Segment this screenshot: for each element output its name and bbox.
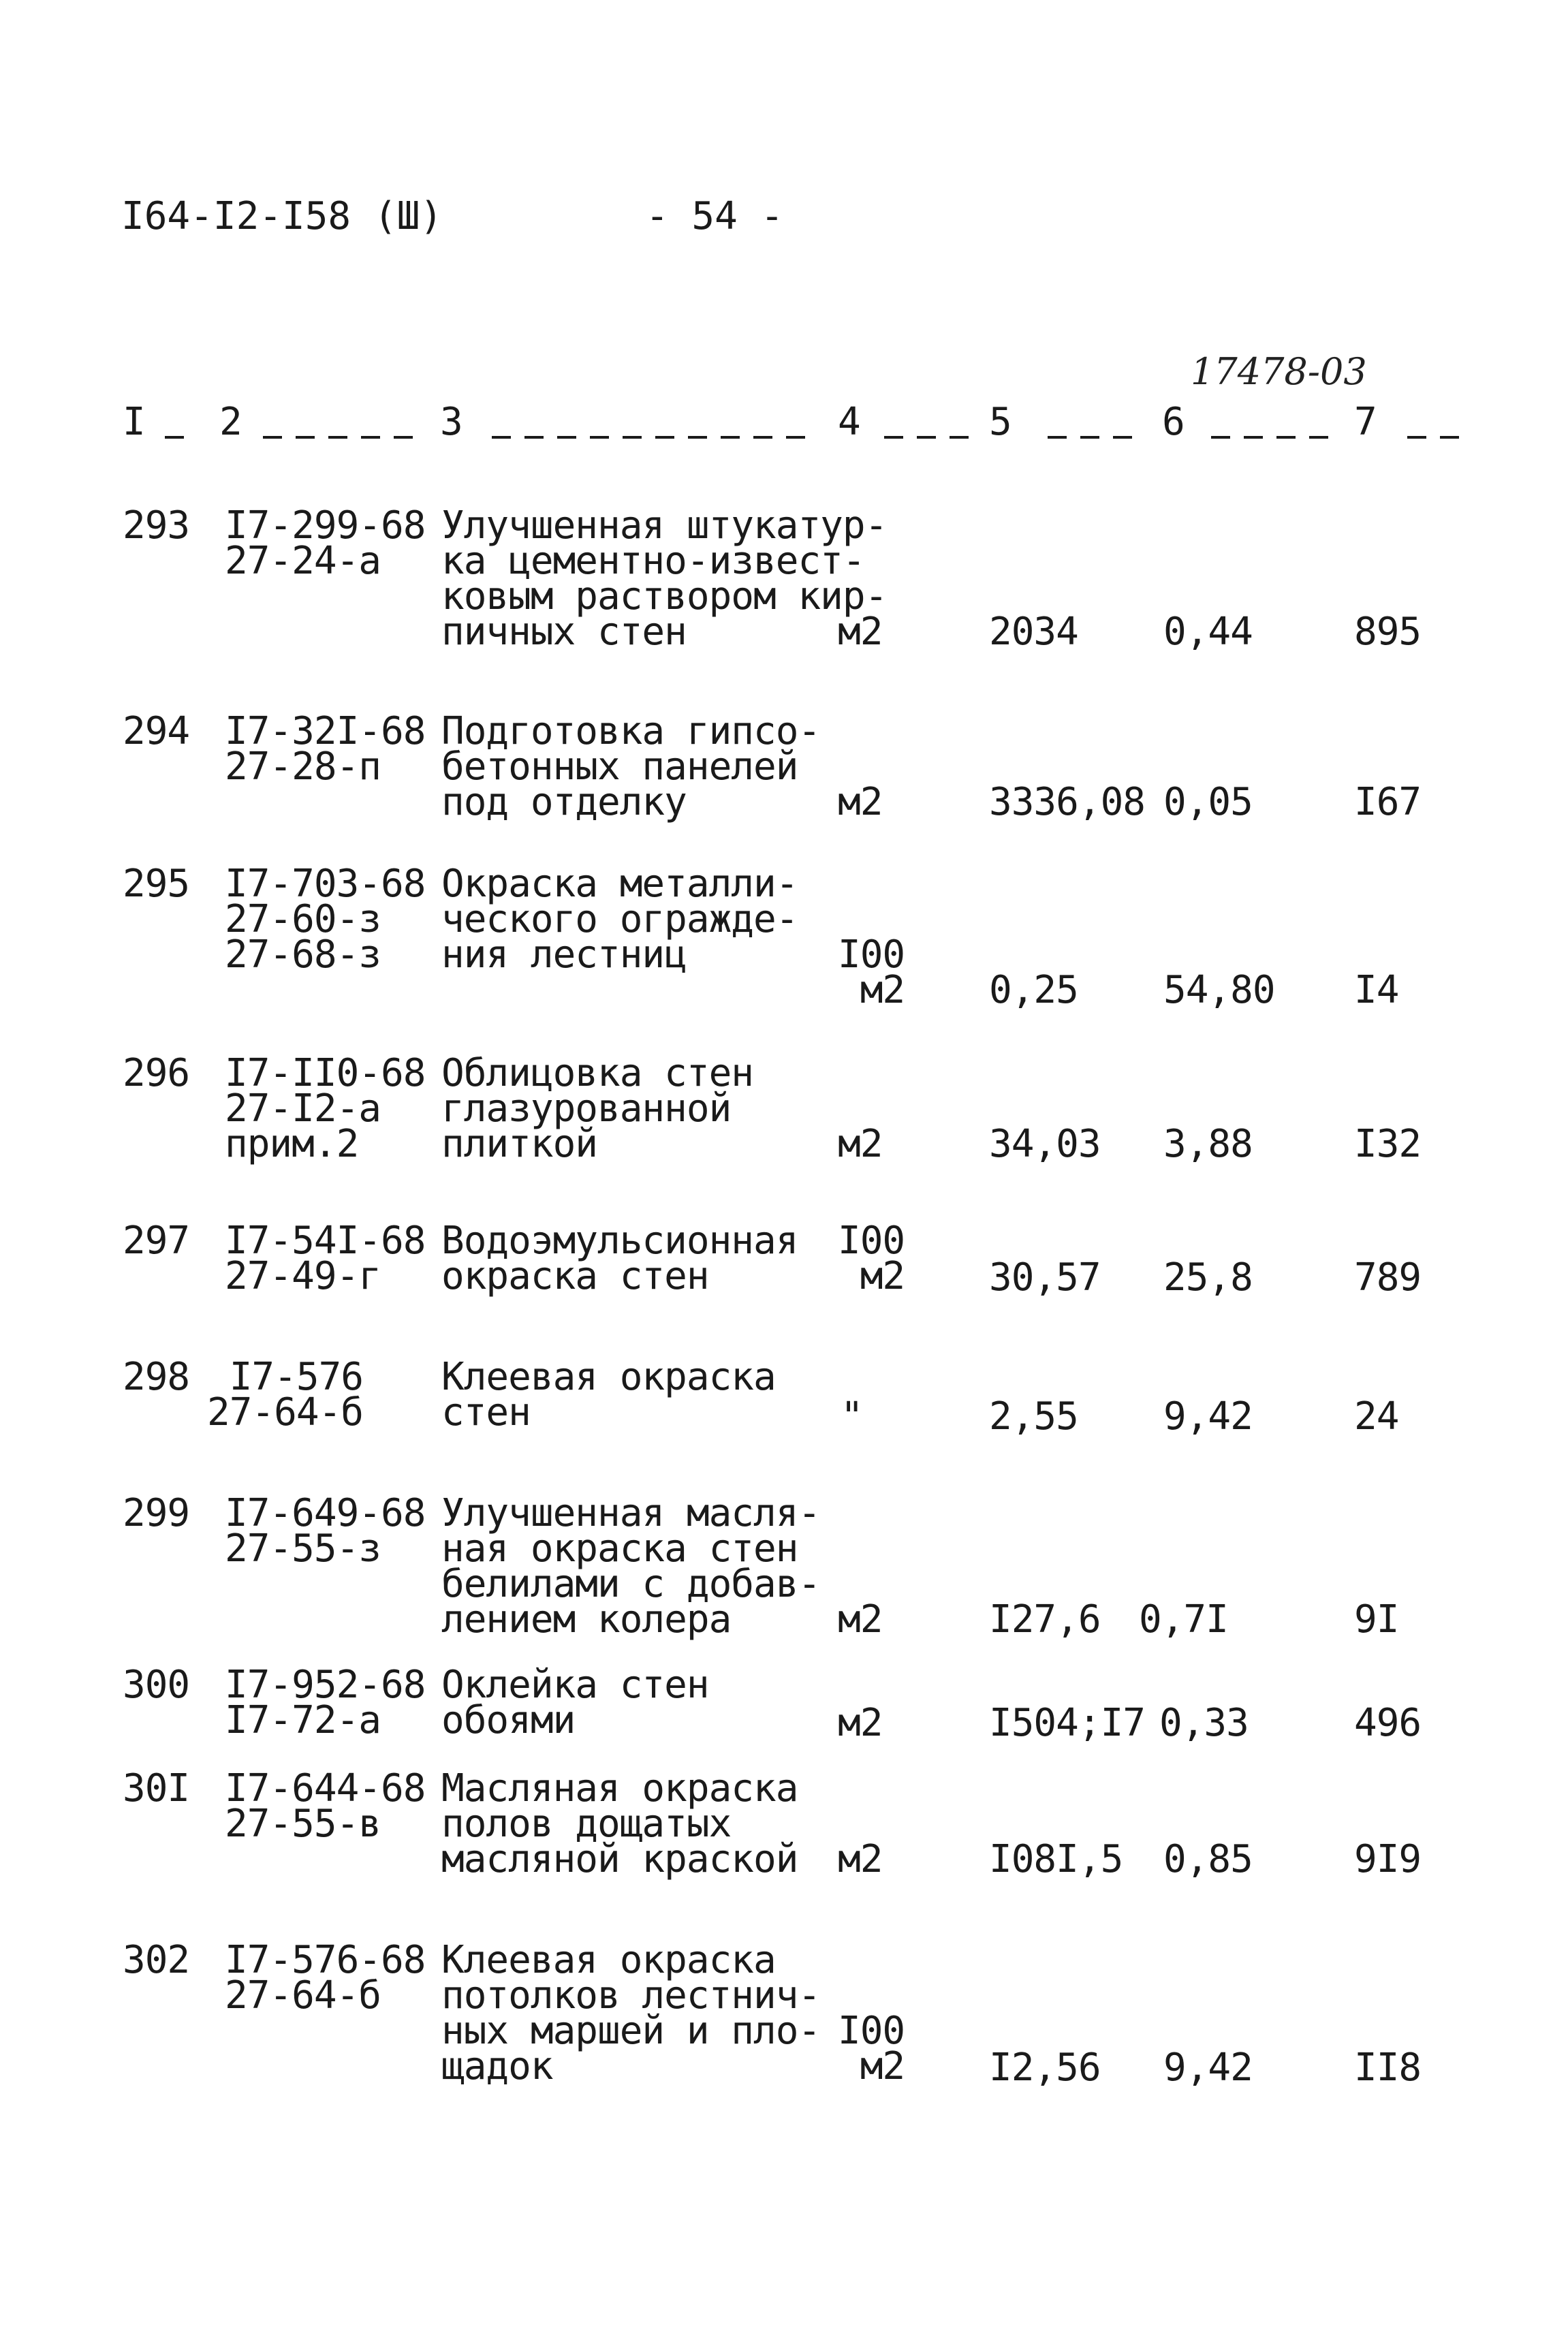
- dash-segment: [524, 436, 544, 439]
- row-total: I32: [1354, 1122, 1422, 1166]
- row-quantity: 2,55: [989, 1394, 1078, 1439]
- dash-segment: [1211, 436, 1230, 439]
- column-number: 7: [1354, 400, 1377, 444]
- row-price: 0,85: [1163, 1837, 1253, 1881]
- row-code: I7-576 27-64-б: [207, 1355, 364, 1435]
- document-code: I64-I2-I58 (Ш): [121, 194, 443, 238]
- dash-segment: [721, 436, 740, 439]
- row-description: Улучшенная штукатур- ка цементно-извест- ковым раствором кир- пичных стен: [441, 503, 888, 654]
- row-total: I67: [1354, 780, 1422, 824]
- column-number: 5: [989, 400, 1012, 444]
- row-price: 0,05: [1163, 780, 1253, 824]
- row-number: 294: [123, 709, 190, 753]
- dash-segment: [623, 436, 642, 439]
- dash-segment: [557, 436, 576, 439]
- column-number: 6: [1162, 400, 1185, 444]
- dash-segment: [1244, 436, 1263, 439]
- row-code: I7-703-68 27-60-з 27-68-з: [225, 862, 426, 977]
- row-total: 9I9: [1354, 1837, 1422, 1881]
- row-unit: м2: [838, 610, 883, 654]
- row-price: 9,42: [1163, 1394, 1253, 1439]
- row-number: 300: [123, 1663, 190, 1707]
- row-unit: м2: [838, 1701, 883, 1745]
- column-number: 3: [440, 400, 463, 444]
- row-number: 299: [123, 1491, 190, 1535]
- row-description: Клеевая окраска потолков лестнич- ных маршей и пло- щадок: [441, 1938, 821, 2088]
- column-number: 4: [838, 400, 861, 444]
- dash-segment: [1309, 436, 1328, 439]
- dash-segment: [884, 436, 903, 439]
- row-description: Окраска металли- ческого огражде- ния лестниц: [441, 862, 798, 977]
- row-price: 0,7I: [1139, 1597, 1228, 1642]
- dash-segment: [590, 436, 609, 439]
- row-quantity: 34,03: [989, 1122, 1101, 1166]
- row-code: I7-54I-68 27-49-г: [225, 1219, 426, 1298]
- dash-segment: [1276, 436, 1296, 439]
- row-description: Улучшенная масля- ная окраска стен белилами с добав- лением колера: [441, 1491, 821, 1642]
- dash-segment: [950, 436, 969, 439]
- row-description: Клеевая окраска стен: [441, 1355, 776, 1435]
- page-number: - 54 -: [646, 194, 784, 238]
- dash-segment: [1048, 436, 1067, 439]
- row-number: 298: [123, 1355, 190, 1399]
- row-quantity: I2,56: [989, 2046, 1101, 2090]
- row-quantity: 2034: [989, 610, 1078, 654]
- dash-segment: [655, 436, 674, 439]
- row-description: Оклейка стен обоями: [441, 1663, 709, 1742]
- row-total: I4: [1354, 968, 1399, 1012]
- row-description: Масляная окраска полов дощатых масляной краской: [441, 1766, 798, 1881]
- row-total: 9I: [1354, 1597, 1399, 1642]
- row-description: Водоэмульсионная окраска стен: [441, 1219, 798, 1298]
- dash-segment: [753, 436, 772, 439]
- row-quantity: 0,25: [989, 968, 1078, 1012]
- row-unit: м2: [838, 780, 883, 824]
- dash-segment: [492, 436, 511, 439]
- dash-segment: [394, 436, 413, 439]
- row-unit: м2: [838, 1597, 883, 1642]
- row-description: Облицовка стен глазурованной плиткой: [441, 1051, 754, 1166]
- row-total: 496: [1354, 1701, 1422, 1745]
- dash-segment: [165, 436, 184, 439]
- row-number: 30I: [123, 1766, 190, 1811]
- row-number: 302: [123, 1938, 190, 1982]
- dash-segment: [1407, 436, 1426, 439]
- row-unit: ": [841, 1394, 863, 1439]
- row-total: 24: [1354, 1394, 1399, 1439]
- row-code: I7-576-68 27-64-б: [225, 1938, 426, 2018]
- row-code: I7-32I-68 27-28-п: [225, 709, 426, 789]
- row-number: 296: [123, 1051, 190, 1095]
- dash-segment: [1113, 436, 1132, 439]
- dash-segment: [1440, 436, 1459, 439]
- row-quantity: I504;I7: [989, 1701, 1146, 1745]
- row-quantity: I08I,5: [989, 1837, 1123, 1881]
- row-description: Подготовка гипсо- бетонных панелей под отделку: [441, 709, 821, 824]
- column-number: I: [123, 400, 146, 444]
- row-price: 0,33: [1159, 1701, 1249, 1745]
- row-code: I7-II0-68 27-I2-а прим.2: [225, 1051, 426, 1166]
- row-quantity: I27,6: [989, 1597, 1101, 1642]
- dash-segment: [296, 436, 315, 439]
- row-number: 293: [123, 503, 190, 548]
- row-price: 25,8: [1163, 1255, 1253, 1300]
- handwritten-note: 17478-03: [1191, 350, 1367, 393]
- dash-segment: [786, 436, 805, 439]
- dash-segment: [917, 436, 936, 439]
- column-number: 2: [219, 400, 242, 444]
- dash-segment: [1080, 436, 1099, 439]
- row-price: 0,44: [1163, 610, 1253, 654]
- row-unit: I00 м2: [838, 933, 905, 1012]
- row-code: I7-952-68 I7-72-а: [225, 1663, 426, 1742]
- row-unit: I00 м2: [838, 2009, 905, 2088]
- row-price: 9,42: [1163, 2046, 1253, 2090]
- row-unit: м2: [838, 1122, 883, 1166]
- dash-segment: [361, 436, 380, 439]
- row-price: 54,80: [1163, 968, 1275, 1012]
- dash-segment: [263, 436, 282, 439]
- row-unit: I00 м2: [838, 1219, 905, 1298]
- row-unit: м2: [838, 1837, 883, 1881]
- row-quantity: 30,57: [989, 1255, 1101, 1300]
- row-quantity: 3336,08: [989, 780, 1146, 824]
- row-total: II8: [1354, 2046, 1422, 2090]
- row-code: I7-649-68 27-55-з: [225, 1491, 426, 1571]
- row-code: I7-299-68 27-24-а: [225, 503, 426, 583]
- dash-segment: [688, 436, 707, 439]
- row-number: 295: [123, 862, 190, 906]
- dash-segment: [328, 436, 347, 439]
- row-code: I7-644-68 27-55-в: [225, 1766, 426, 1846]
- row-total: 789: [1354, 1255, 1422, 1300]
- row-number: 297: [123, 1219, 190, 1263]
- row-total: 895: [1354, 610, 1422, 654]
- row-price: 3,88: [1163, 1122, 1253, 1166]
